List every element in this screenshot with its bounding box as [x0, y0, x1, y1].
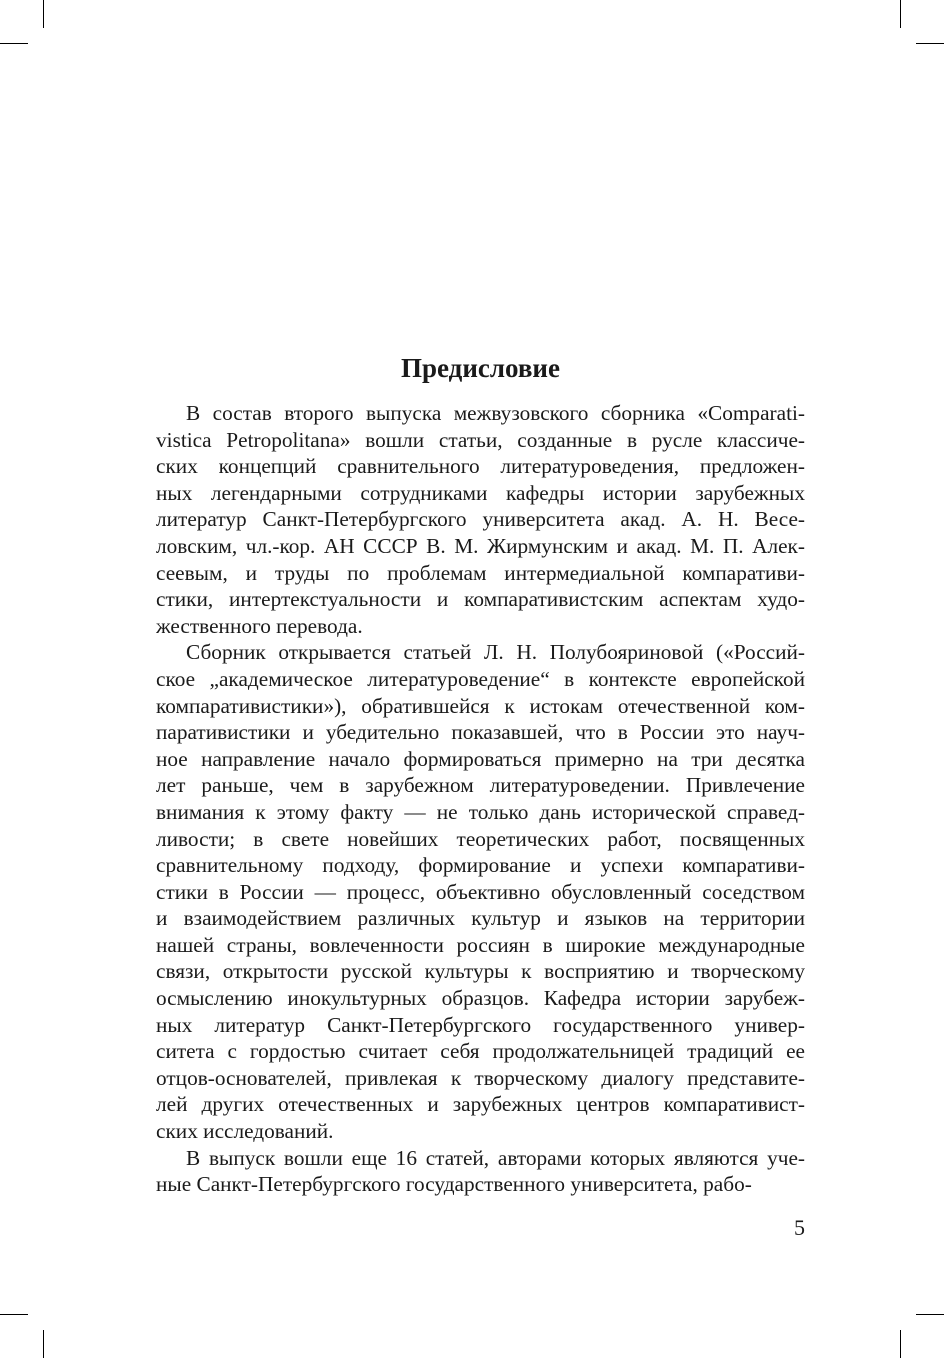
crop-mark [43, 0, 44, 28]
text-line: осмыслению инокультурных образцов. Кафедра истории зарубеж- [156, 986, 805, 1011]
crop-mark [900, 0, 901, 28]
crop-mark [43, 1330, 44, 1358]
text-line: внимания к этому факту — не только дань исторической справед- [156, 799, 805, 824]
text-line: ловским, чл.-кор. АН СССР В. М. Жирмунским и акад. М. П. Алек- [156, 533, 805, 558]
text-line: лет раньше, чем в зарубежном литературоведении. Привлечение [156, 773, 805, 798]
text-line: сравнительному подходу, формирование и успехи компаративи- [156, 853, 805, 878]
text-line: сеевым, и труды по проблемам интермедиальной компаративи- [156, 560, 805, 585]
paragraph [156, 400, 805, 639]
text-line: ливости; в свете новейших теоретических работ, посвященных [156, 826, 805, 851]
text-line: стики в России — процесс, объективно обусловленный соседством [156, 879, 805, 904]
text-line: и взаимодействием различных культур и языков на территории [156, 906, 805, 931]
text-line: отцов-основателей, привлекая к творческому диалогу представите- [156, 1065, 805, 1090]
text-line: В состав второго выпуска межвузовского сборника «Comparati- [186, 401, 805, 425]
text-line: ных легендарными сотрудниками кафедры истории зарубежных [156, 480, 805, 505]
text-line: паративистики и убедительно показавшей, что в России это науч- [156, 720, 805, 745]
text-line: лей других отечественных и зарубежных центров компаративист- [156, 1092, 805, 1117]
text-line: ситета с гордостью считает себя продолжательницей традиций ее [156, 1039, 805, 1064]
crop-mark [0, 1314, 28, 1315]
text-line: ских концепций сравнительного литературоведения, предложен- [156, 454, 805, 479]
text-line: жественного перевода. [156, 613, 363, 638]
crop-mark [0, 43, 28, 44]
text-line: В выпуск вошли еще 16 статей, авторами которых являются уче- [186, 1145, 805, 1170]
text-line: связи, открытости русской культуры к восприятию и творческому [156, 959, 805, 984]
crop-mark [900, 1330, 901, 1358]
text-line: стики, интертекстуальности и компаративистским аспектам худо- [156, 587, 805, 612]
page-title: Предисловие [401, 353, 560, 383]
page-number: 5 [794, 1215, 805, 1240]
text-line: Сборник открывается статьей Л. Н. Полубояриновой («Россий- [186, 640, 805, 665]
text-line: ные Санкт-Петербургского государственного университета, рабо- [156, 1172, 752, 1197]
text-line: литератур Санкт-Петербургского университета акад. А. Н. Весе- [156, 507, 805, 532]
text-line: vistica Petropolitana» вошли статьи, созданные в русле классиче- [156, 427, 805, 452]
text-line: ных литератур Санкт-Петербургского государственного универ- [156, 1012, 805, 1037]
paragraph [156, 1145, 805, 1198]
text-line: ное направление начало формироваться примерно на три десятка [156, 746, 805, 771]
crop-mark [916, 43, 944, 44]
paragraph [156, 639, 805, 1144]
body-text [156, 400, 805, 1198]
text-line: ских исследований. [156, 1119, 334, 1144]
text-line: компаративистики»), обратившейся к истокам отечественной ком- [156, 693, 805, 718]
text-line: ское „академическое литературоведение“ в контексте европейской [156, 666, 805, 691]
crop-mark [916, 1314, 944, 1315]
text-line: нашей страны, вовлеченности россиян в широкие международные [156, 932, 805, 957]
